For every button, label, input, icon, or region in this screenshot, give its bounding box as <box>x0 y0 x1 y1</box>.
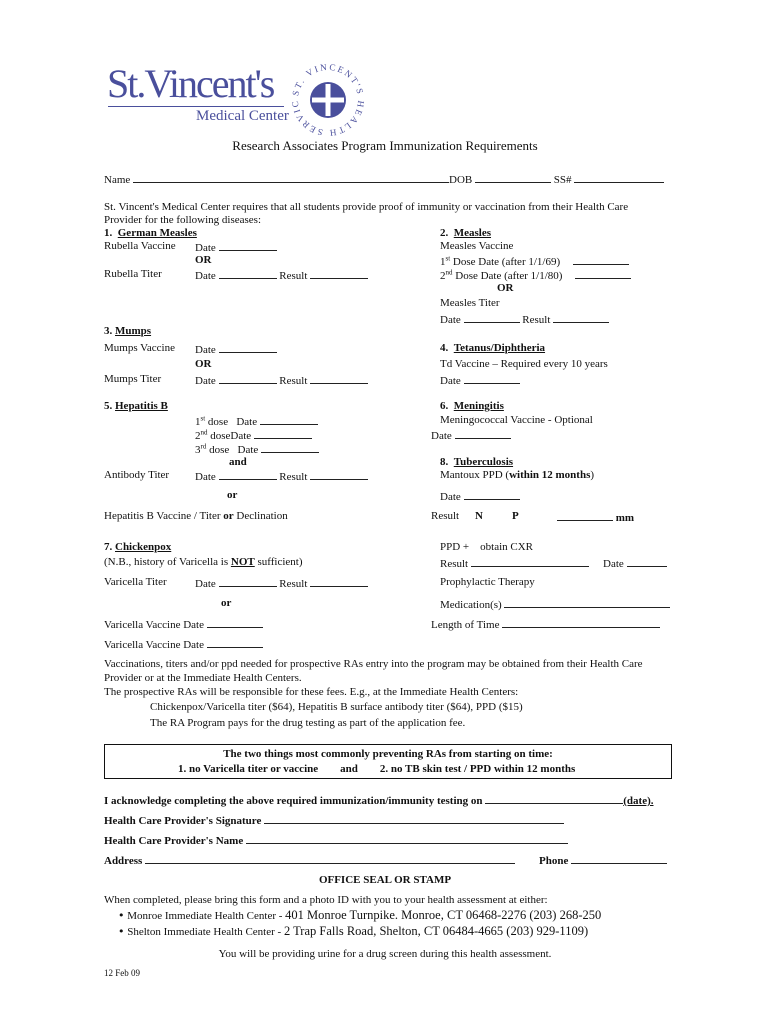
varicella-vaccine-date-1: Varicella Vaccine Date <box>104 617 263 632</box>
hep-titer-result-field[interactable] <box>310 469 368 480</box>
mumps-titer-label: Mumps Titer <box>104 373 162 385</box>
prophylactic-label: Prophylactic Therapy <box>440 576 535 588</box>
section-8-heading: 8. Tuberculosis <box>440 456 514 468</box>
measles-dose-1-field[interactable] <box>573 254 629 265</box>
hep-dose-3-field[interactable] <box>261 442 319 453</box>
measles-dose-2: 2nd Dose Date (after 1/1/80) <box>440 268 631 283</box>
logo-rule <box>108 106 284 107</box>
td-vaccine-label: Td Vaccine – Required every 10 years <box>440 358 608 370</box>
rubella-titer-date-field[interactable] <box>219 268 277 279</box>
mumps-titer-date-field[interactable] <box>219 373 277 384</box>
tb-result-n[interactable]: N <box>475 510 483 522</box>
rubella-titer-result-field[interactable] <box>310 268 368 279</box>
tb-result-p[interactable]: P <box>512 510 519 522</box>
cxr-date-row: Date <box>603 556 667 571</box>
logo-subtitle: Medical Center <box>196 108 289 124</box>
hep-dose-2: 2nd doseDate <box>195 428 312 443</box>
ack-date-field[interactable] <box>485 793 623 804</box>
section-2-or: OR <box>497 282 514 294</box>
location-1: • Monroe Immediate Health Center - 401 Monroe Turnpike. Monroe, CT 06468-2276 (203) 268-250 <box>118 908 602 922</box>
measles-dose-2-field[interactable] <box>575 268 631 279</box>
measles-vaccine-label: Measles Vaccine <box>440 240 514 252</box>
rubella-vaccine-label: Rubella Vaccine <box>104 240 176 252</box>
phone-row: Phone <box>539 853 667 868</box>
hep-declination: Hepatitis B Vaccine / Titer or Declination <box>104 510 288 522</box>
hep-and: and <box>229 456 247 468</box>
revision-date: 12 Feb 09 <box>104 968 140 978</box>
bullet-icon: • <box>118 925 125 938</box>
section-6-heading: 6. Meningitis <box>440 400 504 412</box>
phone-field[interactable] <box>571 853 667 864</box>
address-row: Address <box>104 853 515 868</box>
section-3-heading: 3. Mumps <box>104 325 152 337</box>
notes-line-3: The prospective RAs will be responsible for these fees. E.g., at the Immediate Health Centers: <box>104 686 519 698</box>
td-vaccine-date-field[interactable] <box>464 373 520 384</box>
notes-line-2: Provider or at the Immediate Health Centers. <box>104 672 302 684</box>
provider-name-row: Health Care Provider's Name <box>104 833 568 848</box>
logo-seal-icon <box>290 62 366 142</box>
rubella-titer-date: Date Result <box>195 268 368 283</box>
callout-items: 1. no Varicella titer or vaccine and 2. no TB skin test / PPD within 12 months <box>178 763 576 775</box>
varicella-vaccine-date-2: Varicella Vaccine Date <box>104 637 263 652</box>
hep-titer-date-field[interactable] <box>219 469 277 480</box>
callout-title: The two things most commonly preventing RAs from starting on time: <box>223 748 553 760</box>
intro-line-1: St. Vincent's Medical Center requires that all students provide proof of immunity or vaccination from their Health Care <box>104 201 629 213</box>
name-field[interactable] <box>133 172 449 183</box>
medication-field[interactable] <box>504 597 670 608</box>
bullet-icon: • <box>118 909 125 922</box>
section-2-heading: 2. Measles <box>440 227 492 239</box>
varicella-vaccine-date-1-field[interactable] <box>207 617 263 628</box>
td-vaccine-date: Date <box>440 373 520 388</box>
tb-result-label: Result <box>431 510 460 522</box>
meningococcal-label: Meningococcal Vaccine - Optional <box>440 414 593 426</box>
hep-dose-2-field[interactable] <box>254 428 312 439</box>
varicella-titer-date: Date Result <box>195 576 368 591</box>
notes-line-5: The RA Program pays for the drug testing as part of the application fee. <box>150 717 466 729</box>
rubella-titer-label: Rubella Titer <box>104 268 162 280</box>
mumps-vaccine-date-field[interactable] <box>219 342 277 353</box>
signature-row: Health Care Provider's Signature <box>104 813 564 828</box>
meningococcal-date-field[interactable] <box>455 428 511 439</box>
dob-field[interactable] <box>475 172 551 183</box>
office-seal-label: OFFICE SEAL OR STAMP <box>318 874 452 886</box>
mumps-vaccine-date: Date <box>195 342 277 357</box>
location-2: • Shelton Immediate Health Center - 2 Trap Falls Road, Shelton, CT 06484-4665 (203) 929-1109) <box>118 924 589 938</box>
seal-text: ST. VINCENT'S HEALTH SERVIC <box>290 62 366 138</box>
varicella-or: or <box>221 597 232 609</box>
measles-titer-result-field[interactable] <box>553 312 609 323</box>
measles-titer-date: Date Result <box>440 312 609 327</box>
notes-line-4: Chickenpox/Varicella titer ($64), Hepatitis B surface antibody titer ($64), PPD ($15) <box>150 701 523 713</box>
hep-dose-1-field[interactable] <box>260 414 318 425</box>
hep-dose-3: 3rd dose Date <box>195 442 319 457</box>
hep-titer-label: Antibody Titer <box>104 469 170 481</box>
hep-or: or <box>227 489 238 501</box>
dob-label: DOB <box>449 174 473 186</box>
measles-titer-label: Measles Titer <box>440 297 500 309</box>
section-5-heading: 5. Hepatitis B <box>104 400 168 412</box>
signature-field[interactable] <box>264 813 564 824</box>
mantoux-label: Mantoux PPD (within 12 months) <box>440 469 595 481</box>
meningococcal-date: Date <box>431 428 511 443</box>
mumps-vaccine-label: Mumps Vaccine <box>104 342 175 354</box>
section-1-or: OR <box>195 254 212 266</box>
varicella-titer-result-field[interactable] <box>310 576 368 587</box>
section-7-heading: 7. Chickenpox <box>104 541 172 553</box>
section-4-heading: 4. Tetanus/Diphtheria <box>440 342 546 354</box>
name-row <box>104 172 664 187</box>
ss-label: SS# <box>553 174 572 186</box>
hep-titer-date: Date Result <box>195 469 368 484</box>
section-3-or: OR <box>195 358 212 370</box>
mumps-titer-result-field[interactable] <box>310 373 368 384</box>
varicella-vaccine-date-2-field[interactable] <box>207 637 263 648</box>
medication-row: Medication(s) <box>440 597 670 612</box>
urine-note: You will be providing urine for a drug screen during this health assessment. <box>218 948 552 960</box>
ppd-plus-row: PPD + obtain CXR <box>440 541 534 553</box>
hep-dose-1: 1st dose Date <box>195 414 318 429</box>
rubella-vaccine-date: Date <box>195 240 277 255</box>
intro-line-2: Provider for the following diseases: <box>104 214 262 226</box>
logo-wordmark: St.Vincent's <box>107 61 274 106</box>
varicella-titer-date-field[interactable] <box>219 576 277 587</box>
rubella-vaccine-date-field[interactable] <box>219 240 277 251</box>
measles-titer-date-field[interactable] <box>464 312 520 323</box>
provider-name-field[interactable] <box>246 833 568 844</box>
length-row: Length of Time <box>431 617 660 632</box>
tb-mm-field[interactable] <box>557 510 613 521</box>
section-1-heading: 1. German Measles <box>104 227 197 239</box>
footer-when: When completed, please bring this form and a photo ID with you to your health assessment at either: <box>104 894 548 906</box>
cxr-result-row: Result <box>440 556 589 571</box>
notes-line-1: Vaccinations, titers and/or ppd needed for prospective RAs entry into the program may be obtained from their Health Care <box>104 658 643 670</box>
length-field[interactable] <box>502 617 660 628</box>
ss-field[interactable] <box>574 172 664 183</box>
name-label: Name <box>104 174 131 186</box>
cxr-date-field[interactable] <box>627 556 667 567</box>
varicella-note: (N.B., history of Varicella is NOT sufficient) <box>104 556 303 568</box>
measles-dose-1: 1st Dose Date (after 1/1/69) <box>440 254 629 269</box>
mantoux-date-field[interactable] <box>464 489 520 500</box>
cxr-result-field[interactable] <box>471 556 589 567</box>
mumps-titer-date: Date Result <box>195 373 368 388</box>
page-title: Research Associates Program Immunization Requirements <box>232 138 538 153</box>
mantoux-date: Date <box>440 489 520 504</box>
address-field[interactable] <box>145 853 515 864</box>
tb-mm: mm <box>557 510 634 525</box>
ack-row: I acknowledge completing the above required immunization/immunity testing on (date). <box>104 795 654 807</box>
varicella-titer-label: Varicella Titer <box>104 576 167 588</box>
